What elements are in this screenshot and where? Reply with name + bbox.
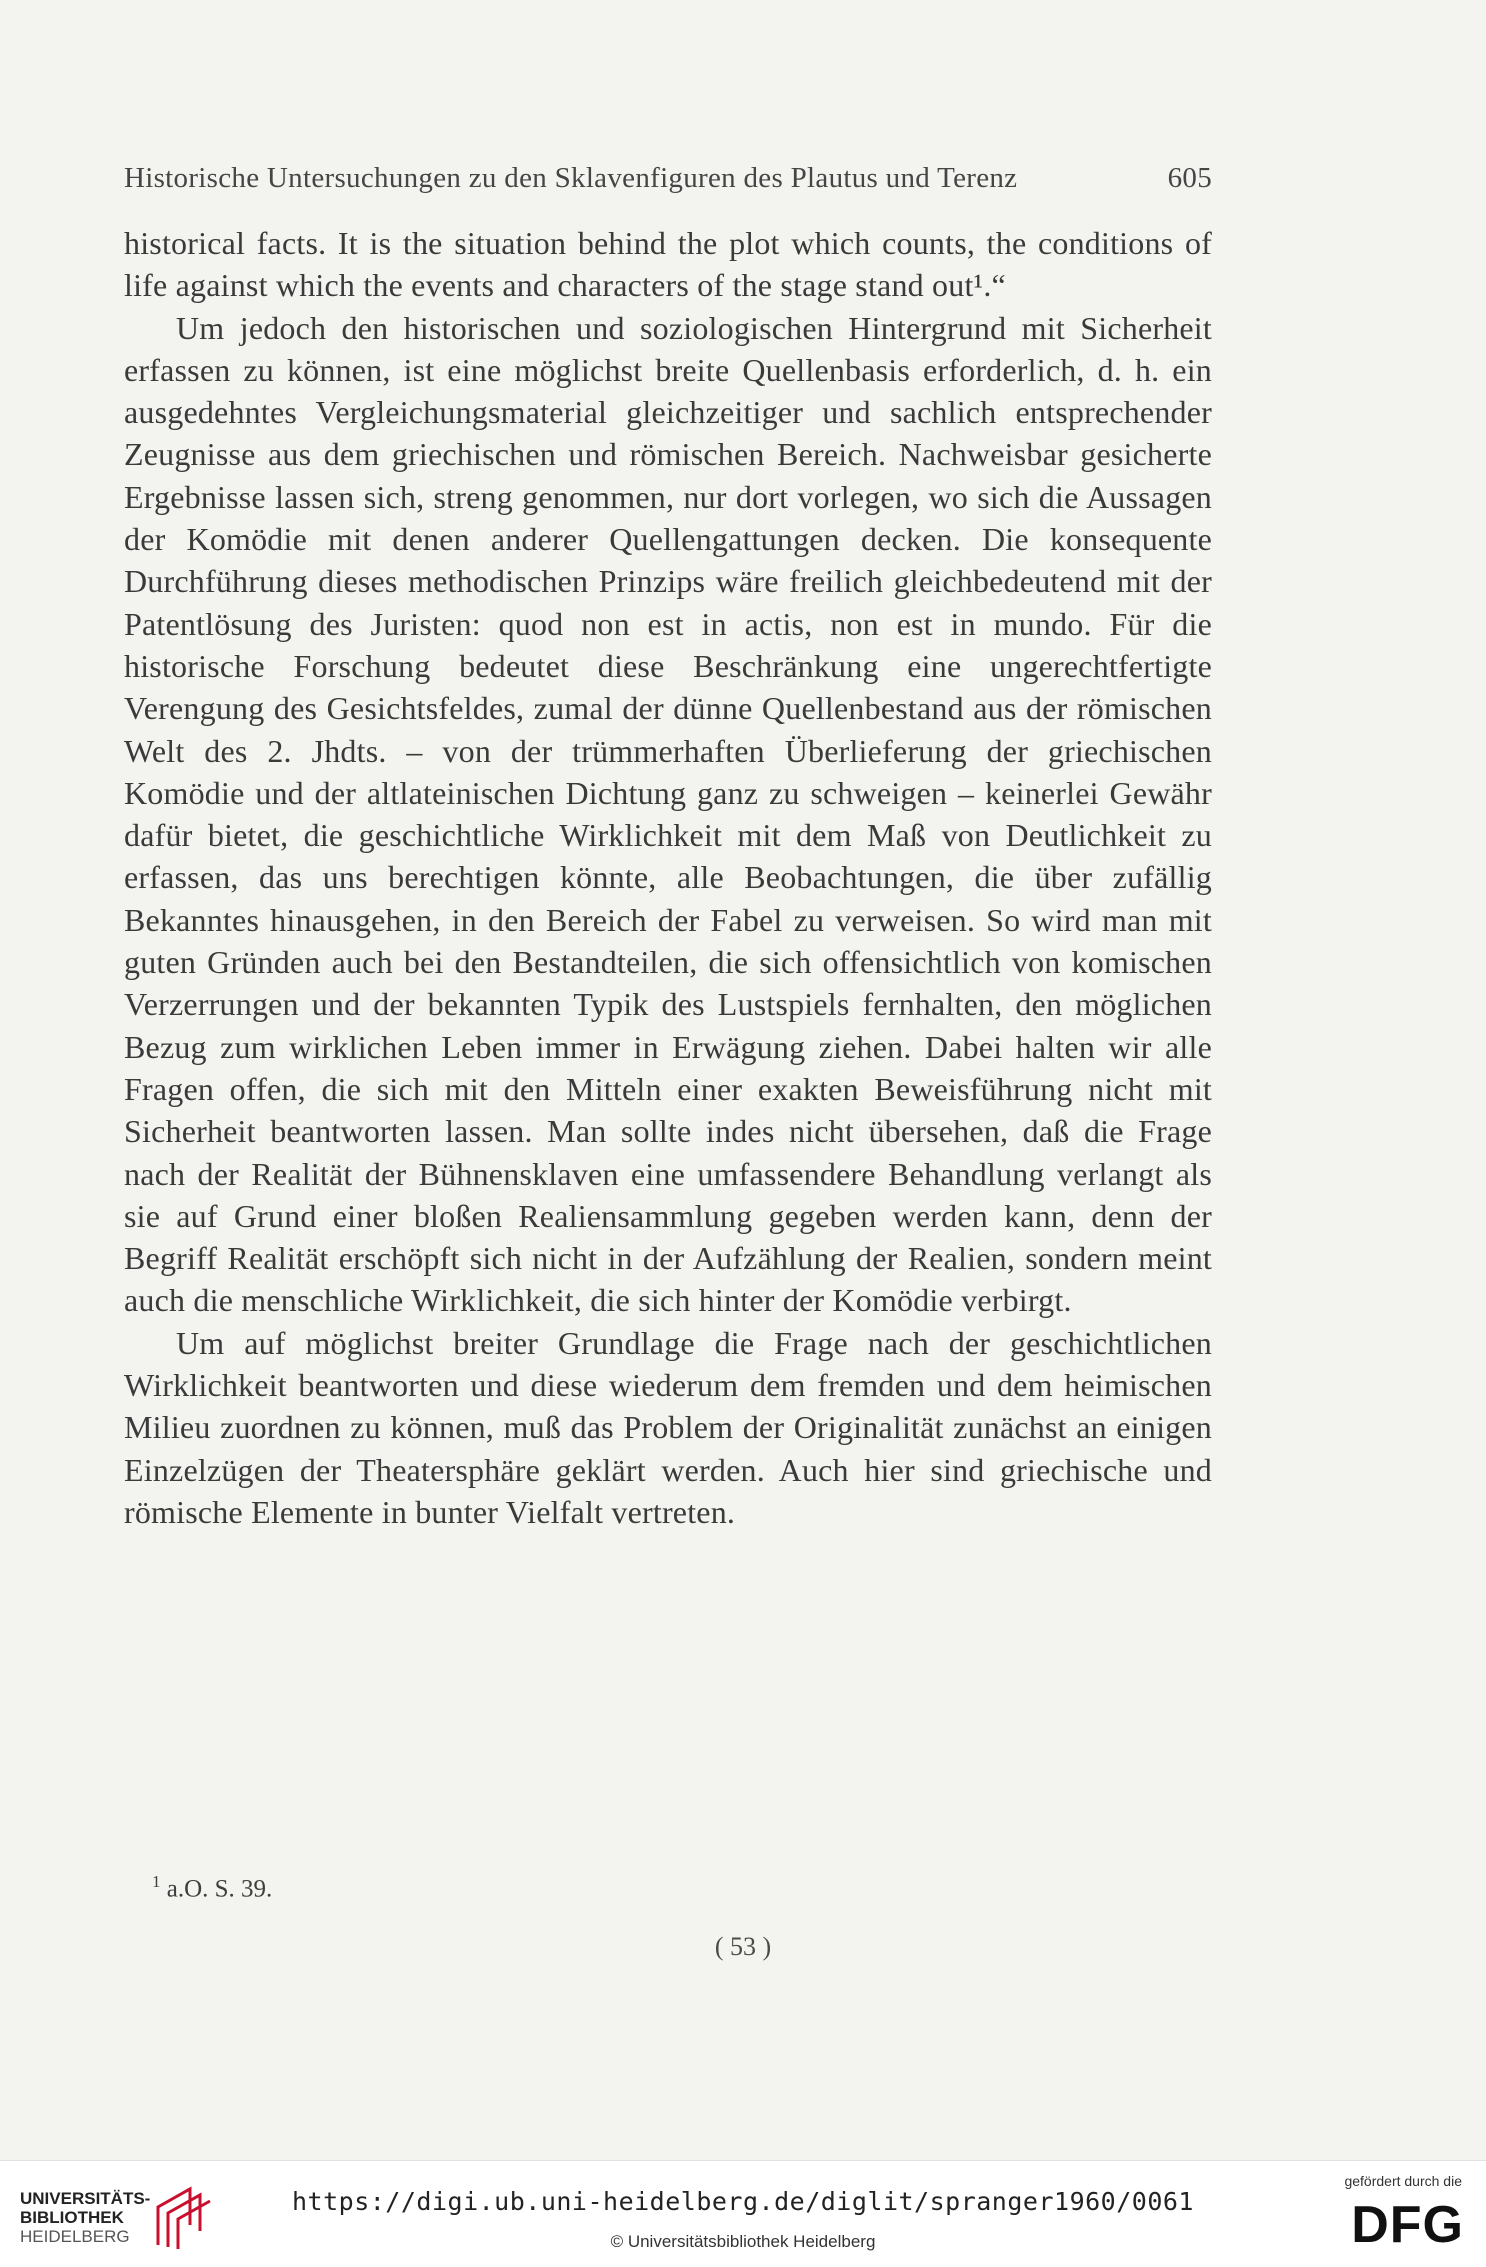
paragraph-2: Um jedoch den historischen und soziologischen Hintergrund mit Sicherheit erfassen zu können, ist eine möglichst breite Quellenbasis erforderlich, d. h. ein ausgedehntes Vergleichungsmaterial gleichzeitiger und sachlich entsprechender Zeugnisse aus dem griechischen und römischen Bereich. Nachweisbar gesicherte Ergebnisse lassen sich, streng genommen, nur dort vorlegen, wo sich die Aussagen der Komödie mit denen anderer Quellengattungen decken. Die konsequente Durchführung dieses methodischen Prinzips wäre freilich gleichbedeutend mit der Patentlösung des Juristen: quod non est in actis, non est in mundo. Für die historische Forschung bedeutet diese Beschränkung eine ungerechtfertigte Verengung des Gesichtsfeldes, zumal der dünne Quellenbestand aus der römischen Welt des 2. Jhdts. – von der trümmerhaften Überlieferung der griechischen Komödie und der altlateinischen Dichtung ganz zu schweigen – keinerlei Gewähr dafür bietet, die geschichtliche Wirklichkeit mit dem Maß von Deutlichkeit zu erfassen, das uns berechtigen könnte, alle Beobachtungen, die über zufällig Bekanntes hinausgehen, in den Bereich der Fabel zu verweisen. So wird man mit guten Gründen auch bei den Bestandteilen, die sich offensichtlich von komischen Verzerrungen und der bekannten Typik des Lustspiels fernhalten, den möglichen Bezug zum wirklichen Leben immer in Erwägung ziehen. Dabei halten wir alle Fragen offen, die sich mit den Mitteln einer exakten Beweisführung nicht mit Sicherheit beantworten lassen. Man sollte indes nicht übersehen, daß die Frage nach der Realität der Bühnensklaven eine umfassendere Behandlung verlangt als sie auf Grund einer bloßen Realiensammlung gegeben werden kann, denn der Begriff Realität erschöpft sich nicht in der Aufzählung der Realien, sondern meint auch die menschliche Wirklichkeit, die sich hinter der Komödie verbirgt. — [124, 309, 1212, 1319]
paragraph-1: historical facts. It is the situation behind the plot which counts, the conditions of life against which the events and characters of the stage stand out¹.“ — [124, 225, 1212, 304]
copyright-notice: © Universitätsbibliothek Heidelberg — [610, 2232, 876, 2251]
header-page-number: 605 — [1167, 162, 1212, 194]
dfg-logo: DFG — [1351, 2196, 1464, 2254]
footnote-marker: 1 — [152, 1872, 161, 1891]
footnote — [152, 1872, 272, 1903]
footnote-text: a.O. S. 39. — [166, 1875, 273, 1903]
sheet-number: ( 53 ) — [714, 1932, 772, 1961]
library-name-line2: BIBLIOTHEK — [20, 2208, 124, 2227]
library-name-line3: HEIDELBERG — [20, 2227, 130, 2246]
running-title: Historische Untersuchungen zu den Sklavenfiguren des Plautus und Terenz — [124, 162, 1018, 194]
dfg-funding[interactable] — [1318, 2173, 1468, 2257]
viewer-footer — [0, 2160, 1486, 2267]
library-name-line1: UNIVERSITÄTS- — [20, 2189, 151, 2208]
running-header — [124, 162, 1212, 195]
body-text — [124, 222, 1212, 1533]
paragraph-3: Um auf möglichst breiter Grundlage die Frage nach der geschichtlichen Wirklichkeit beantworten und diese wiederum dem fremden und dem heimischen Milieu zuordnen zu können, muß das Problem der Originalität zunächst an einigen Einzelzügen der Theatersphäre geklärt werden. Auch hier sind griechische und römische Elemente in bunter Vielfalt vertreten. — [124, 1324, 1212, 1530]
permalink-url[interactable]: https://digi.ub.uni-heidelberg.de/diglit/spranger1960/0061 — [292, 2187, 1194, 2216]
funding-label: gefördert durch die — [1344, 2173, 1462, 2189]
